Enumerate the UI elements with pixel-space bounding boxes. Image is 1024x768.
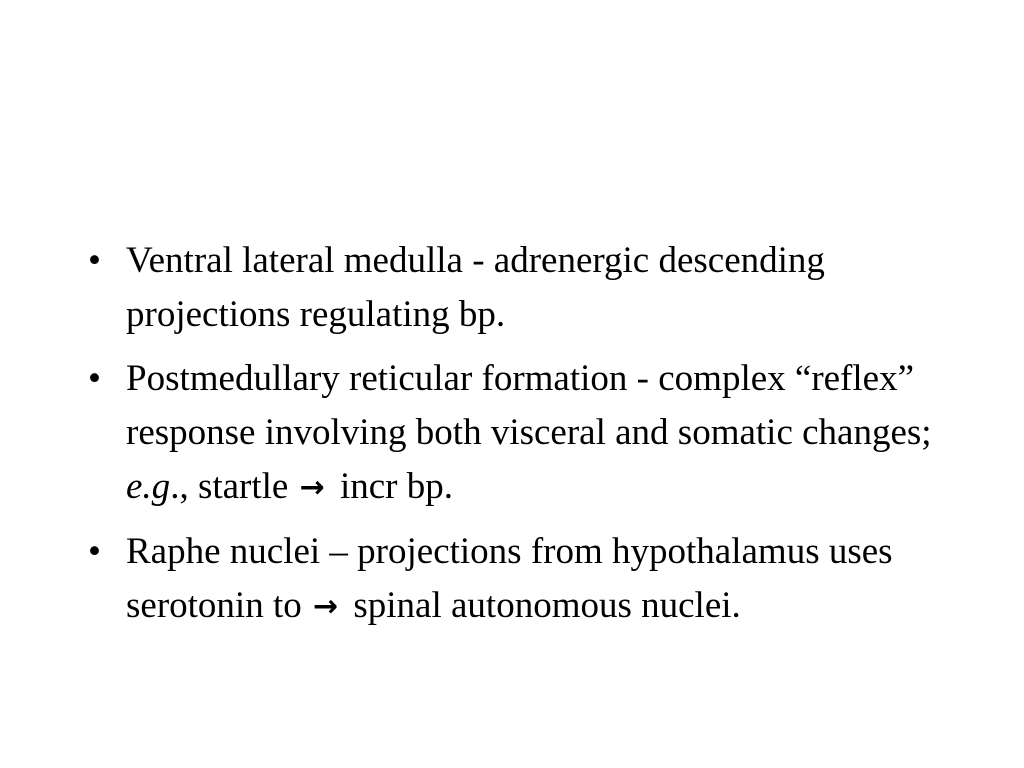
bullet-text: Raphe nuclei – projections from hypothalamus uses serotonin to — [126, 531, 893, 626]
bullet-dot-icon: • — [88, 531, 101, 572]
bullet-text-italic: e.g — [126, 466, 171, 507]
bullet-text: incr bp. — [330, 466, 454, 507]
bullet-dot-icon: • — [88, 240, 101, 281]
bullet-item-ventral-lateral-medulla — [88, 234, 968, 342]
arrow-right-icon: → — [312, 589, 339, 624]
bullet-text: Postmedullary reticular formation - complex “reflex” response involving both visceral and somatic changes; — [126, 358, 932, 453]
bullet-list — [88, 234, 968, 644]
arrow-right-icon: → — [299, 470, 325, 505]
bullet-dot-icon: • — [88, 358, 101, 399]
bullet-text: spinal autonomous nuclei. — [344, 585, 741, 626]
bullet-text: Ventral lateral medulla - adrenergic descending projections regulating bp. — [126, 240, 825, 335]
bullet-text: ., startle — [170, 466, 298, 507]
bullet-item-postmedullary-reticular-formation — [88, 352, 968, 515]
bullet-item-raphe-nuclei — [88, 525, 968, 634]
